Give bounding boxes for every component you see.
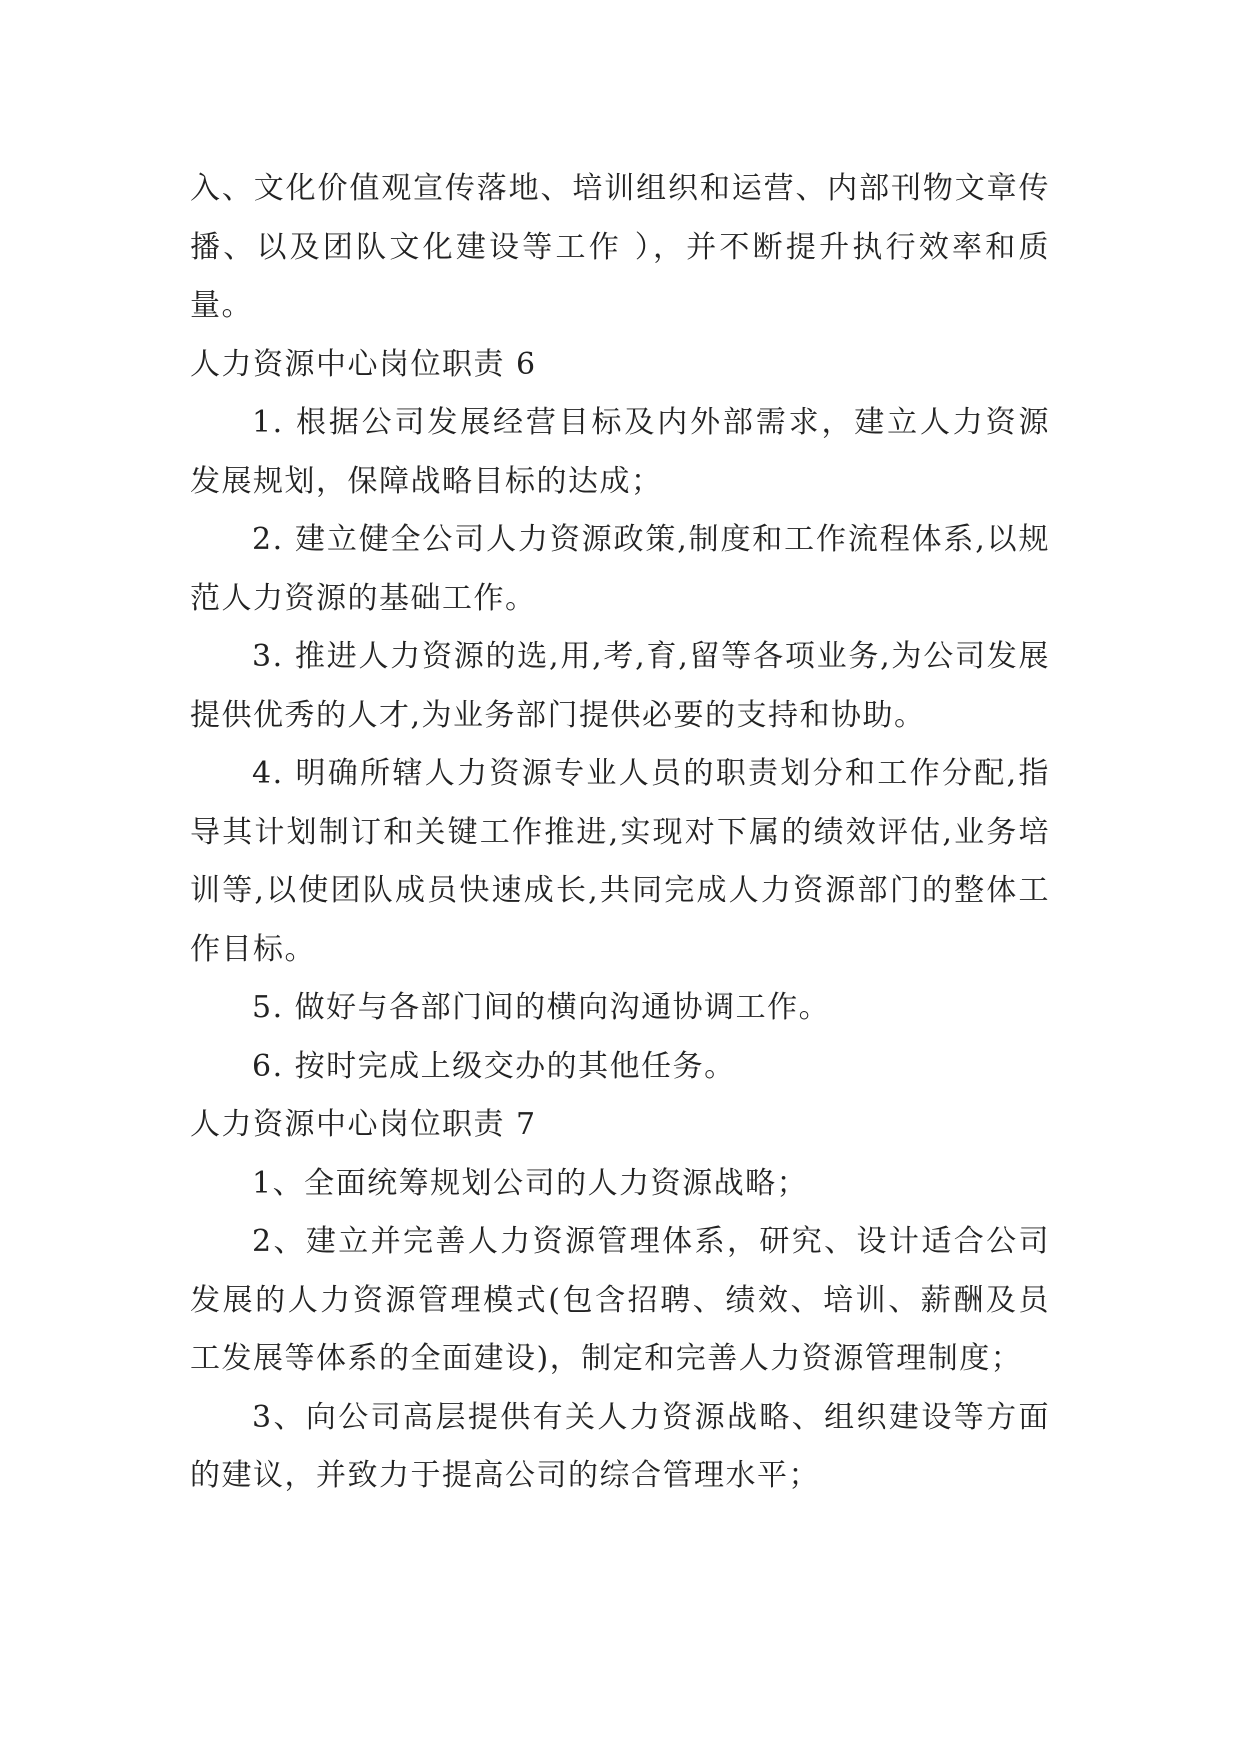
section-heading-6: 人力资源中心岗位职责 6: [190, 346, 537, 382]
duty-item-6-4: 4. 明确所辖人力资源专业人员的职责划分和工作分配,指导其计划制订和关键工作推进,实现对下属的绩效评估,业务培训等,以使团队成员快速成长,共同完成人力资源部门的整体工作目标。: [190, 756, 1050, 967]
duty-item-6-2: 2. 建立健全公司人力资源政策,制度和工作流程体系,以规范人力资源的基础工作。: [190, 522, 1050, 616]
duty-item-7-3: 3、向公司高层提供有关人力资源战略、组织建设等方面的建议，并致力于提高公司的综合管理水平；: [190, 1399, 1050, 1493]
paragraph-continuation: 入、文化价值观宣传落地、培训组织和运营、内部刊物文章传播、以及团队文化建设等工作 ），并不断提升执行效率和质量。: [190, 171, 1050, 323]
duty-item-6-6: 6. 按时完成上级交办的其他任务。: [252, 1048, 736, 1084]
duty-item-7-1: 1、全面统筹规划公司的人力资源战略；: [252, 1165, 809, 1201]
document-body: [190, 160, 1050, 1506]
duty-item-6-3: 3. 推进人力资源的选,用,考,育,留等各项业务,为公司发展提供优秀的人才,为业务部门提供必要的支持和协助。: [190, 639, 1050, 733]
duty-item-7-2: 2、建立并完善人力资源管理体系，研究、设计适合公司发展的人力资源管理模式(包含招聘、绩效、培训、薪酬及员工发展等体系的全面建设)，制定和完善人力资源管理制度；: [190, 1224, 1050, 1376]
duty-item-6-1: 1. 根据公司发展经营目标及内外部需求，建立人力资源发展规划，保障战略目标的达成；: [190, 405, 1050, 499]
section-heading-7: 人力资源中心岗位职责 7: [190, 1107, 537, 1142]
duty-item-6-5: 5. 做好与各部门间的横向沟通协调工作。: [252, 990, 831, 1025]
